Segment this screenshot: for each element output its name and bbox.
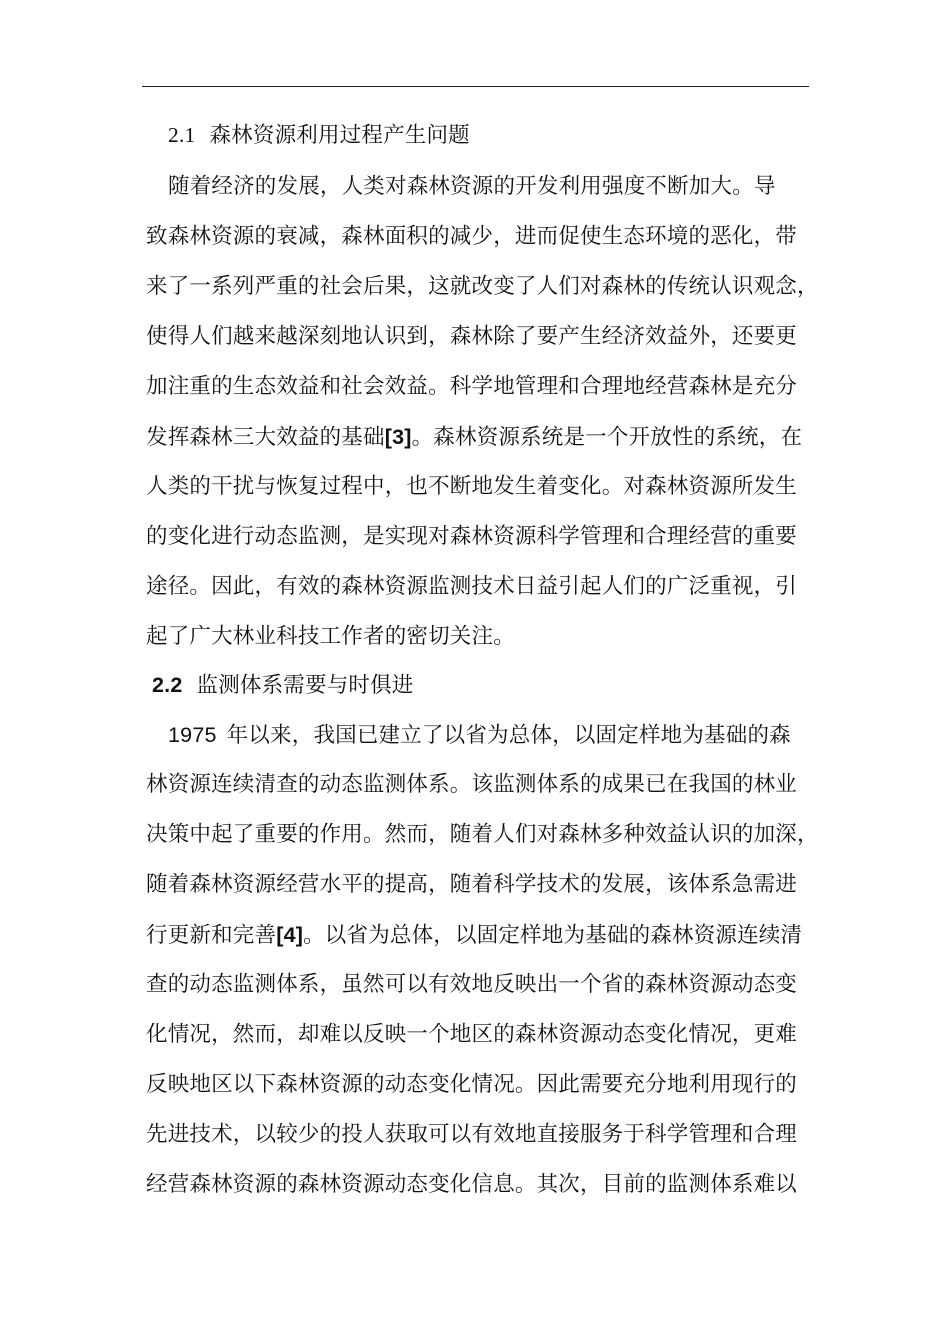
paragraph-line: 人类的干扰与恢复过程中，也不断地发生着变化。对森林资源所发生 <box>146 474 798 499</box>
paragraph-line: 随着森林资源经营水平的提高，随着科学技术的发展，该体系急需进 <box>146 872 798 897</box>
text-segment: 。以省为总体，以固定样地为基础的森林资源连续清 <box>303 923 803 948</box>
text-segment: 年以来，我国已建立了以省为总体，以固定样地为基础的森 <box>226 723 791 748</box>
paragraph-line: 加注重的生态效益和社会效益。科学地管理和合理地经营森林是充分 <box>146 374 798 399</box>
paragraph-line: 决策中起了重要的作用。然而，随着人们对森林多种效益认识的加深， <box>146 822 819 847</box>
paragraph-line: 使得人们越来越深刻地认识到，森林除了要产生经济效益外，还要更 <box>146 324 798 349</box>
paragraph-line: 化情况，然而，却难以反映一个地区的森林资源动态变化情况，更难 <box>146 1022 798 1047</box>
paragraph-line: 起了广大林业科技工作者的密切关注。 <box>146 624 515 649</box>
section-heading-2-2 <box>152 670 414 701</box>
text-segment: 行更新和完善 <box>146 923 277 948</box>
section-number: 2.2 <box>152 673 183 697</box>
section-heading-2-1 <box>168 120 470 151</box>
paragraph-line: 途径。因此，有效的森林资源监测技术日益引起人们的广泛重视，引 <box>146 574 798 599</box>
citation-ref: [3] <box>384 425 412 449</box>
section-title: 森林资源利用过程产生问题 <box>209 123 470 148</box>
section-title: 监测体系需要与时俱进 <box>196 673 414 698</box>
text-segment: 发挥森林三大效益的基础 <box>146 425 385 450</box>
paragraph-line: 经营森林资源的森林资源动态变化信息。其次，目前的监测体系难以 <box>146 1172 798 1197</box>
paragraph-line <box>146 920 802 951</box>
paragraph-line <box>146 422 802 453</box>
paragraph-line: 致森林资源的衰减，森林面积的减少，进而促使生态环境的恶化，带 <box>146 224 798 249</box>
paragraph-line: 随着经济的发展，人类对森林资源的开发利用强度不断加大。导 <box>168 174 776 199</box>
paragraph-line <box>168 720 791 751</box>
paragraph-line: 查的动态监测体系，虽然可以有效地反映出一个省的森林资源动态变 <box>146 972 798 997</box>
year-number: 1975 <box>168 723 217 747</box>
paragraph-line: 的变化进行动态监测，是实现对森林资源科学管理和合理经营的重要 <box>146 524 798 549</box>
text-segment: 。森林资源系统是一个开放性的系统，在 <box>411 425 803 450</box>
section-number: 2.1 <box>168 123 196 147</box>
paragraph-line: 来了一系列严重的社会后果，这就改变了人们对森林的传统认识观念， <box>146 274 819 299</box>
citation-ref: [4] <box>276 923 304 947</box>
paragraph-line: 先进技术，以较少的投人获取可以有效地直接服务于科学管理和合理 <box>146 1122 798 1147</box>
header-rule <box>142 86 809 87</box>
paragraph-line: 反映地区以下森林资源的动态变化情况。因此需要充分地利用现行的 <box>146 1072 798 1097</box>
paragraph-line: 林资源连续清查的动态监测体系。该监测体系的成果已在我国的林业 <box>146 772 798 797</box>
